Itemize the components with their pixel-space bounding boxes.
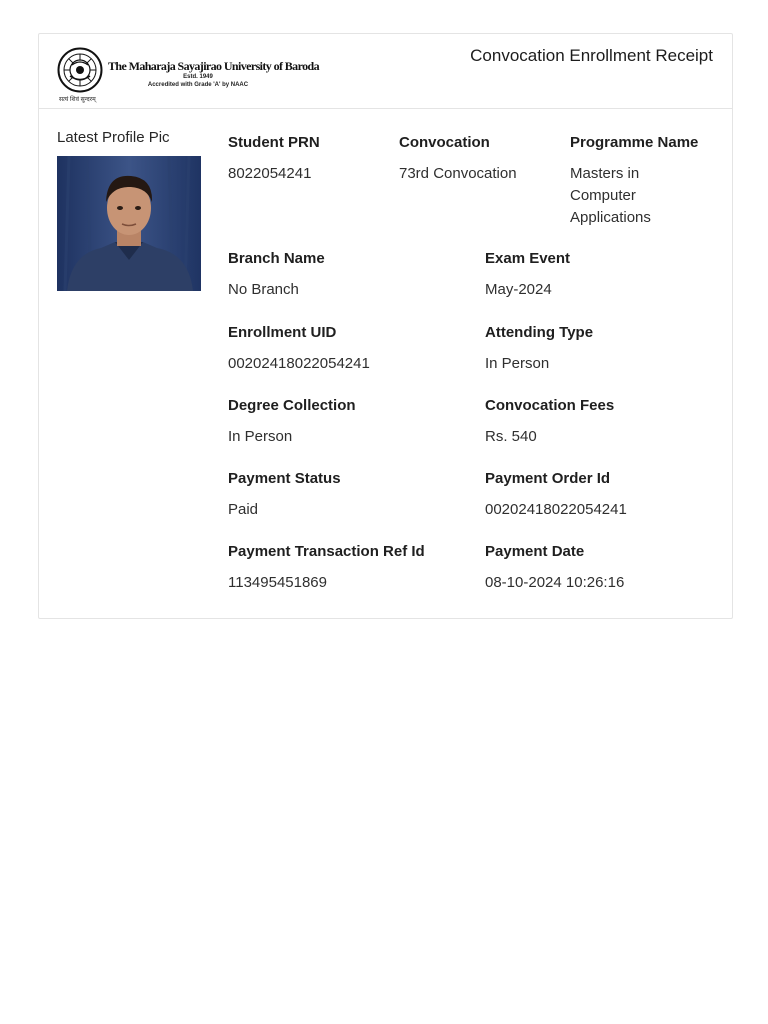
field-label: Enrollment UID <box>228 324 337 341</box>
field-attending-type <box>485 324 593 375</box>
field-label: Student PRN <box>228 134 320 151</box>
field-value: In Person <box>485 355 550 372</box>
field-label: Exam Event <box>485 250 571 267</box>
field-label: Degree Collection <box>228 397 356 414</box>
field-value: 113495451869 <box>228 574 327 591</box>
field-degree-collection <box>228 397 356 448</box>
field-value: 00202418022054241 <box>228 355 370 372</box>
field-value: 8022054241 <box>228 165 312 182</box>
field-label: Branch Name <box>228 250 325 267</box>
field-value: May-2024 <box>485 281 552 298</box>
receipt-header <box>39 34 732 109</box>
field-value: Paid <box>228 501 259 518</box>
field-label: Payment Order Id <box>485 470 611 487</box>
field-programme-name <box>570 134 715 229</box>
field-value: 00202418022054241 <box>485 501 627 518</box>
field-payment-order-id <box>485 470 627 521</box>
field-value: Masters in Computer Applications <box>570 165 651 226</box>
university-estd: Estd. 1949 <box>183 74 213 80</box>
university-motto: सत्यं शिवं सुन्दरम् <box>59 97 96 103</box>
field-label: Attending Type <box>485 324 594 341</box>
field-value: Rs. 540 <box>485 428 537 445</box>
profile-photo-image <box>57 156 201 291</box>
field-convocation <box>399 134 517 185</box>
field-payment-transaction-ref <box>228 543 425 594</box>
field-label: Convocation <box>399 134 490 151</box>
field-payment-date <box>485 543 624 594</box>
university-seal-icon <box>57 47 103 93</box>
university-logo <box>57 47 319 103</box>
field-value: 08-10-2024 10:26:16 <box>485 574 625 591</box>
university-accreditation: Accredited with Grade 'A' by NAAC <box>147 82 249 88</box>
field-label: Convocation Fees <box>485 397 615 414</box>
field-student-prn <box>228 134 320 185</box>
field-label: Programme Name <box>570 134 699 151</box>
receipt-card <box>38 33 733 619</box>
profile-photo <box>57 156 201 291</box>
field-convocation-fees <box>485 397 614 448</box>
field-branch-name <box>228 250 325 301</box>
field-label: Payment Date <box>485 543 585 560</box>
field-value: 73rd Convocation <box>399 165 517 182</box>
field-value: In Person <box>228 428 293 445</box>
field-label: Payment Transaction Ref Id <box>228 543 425 560</box>
field-payment-status <box>228 470 341 521</box>
university-name: The Maharaja Sayajirao University of Baroda <box>108 59 319 73</box>
field-exam-event <box>485 250 570 301</box>
page-title: Convocation Enrollment Receipt <box>470 46 713 65</box>
profile-pic-label: Latest Profile Pic <box>57 129 170 146</box>
field-label: Payment Status <box>228 470 341 487</box>
field-enrollment-uid <box>228 324 370 375</box>
field-value: No Branch <box>228 281 299 298</box>
